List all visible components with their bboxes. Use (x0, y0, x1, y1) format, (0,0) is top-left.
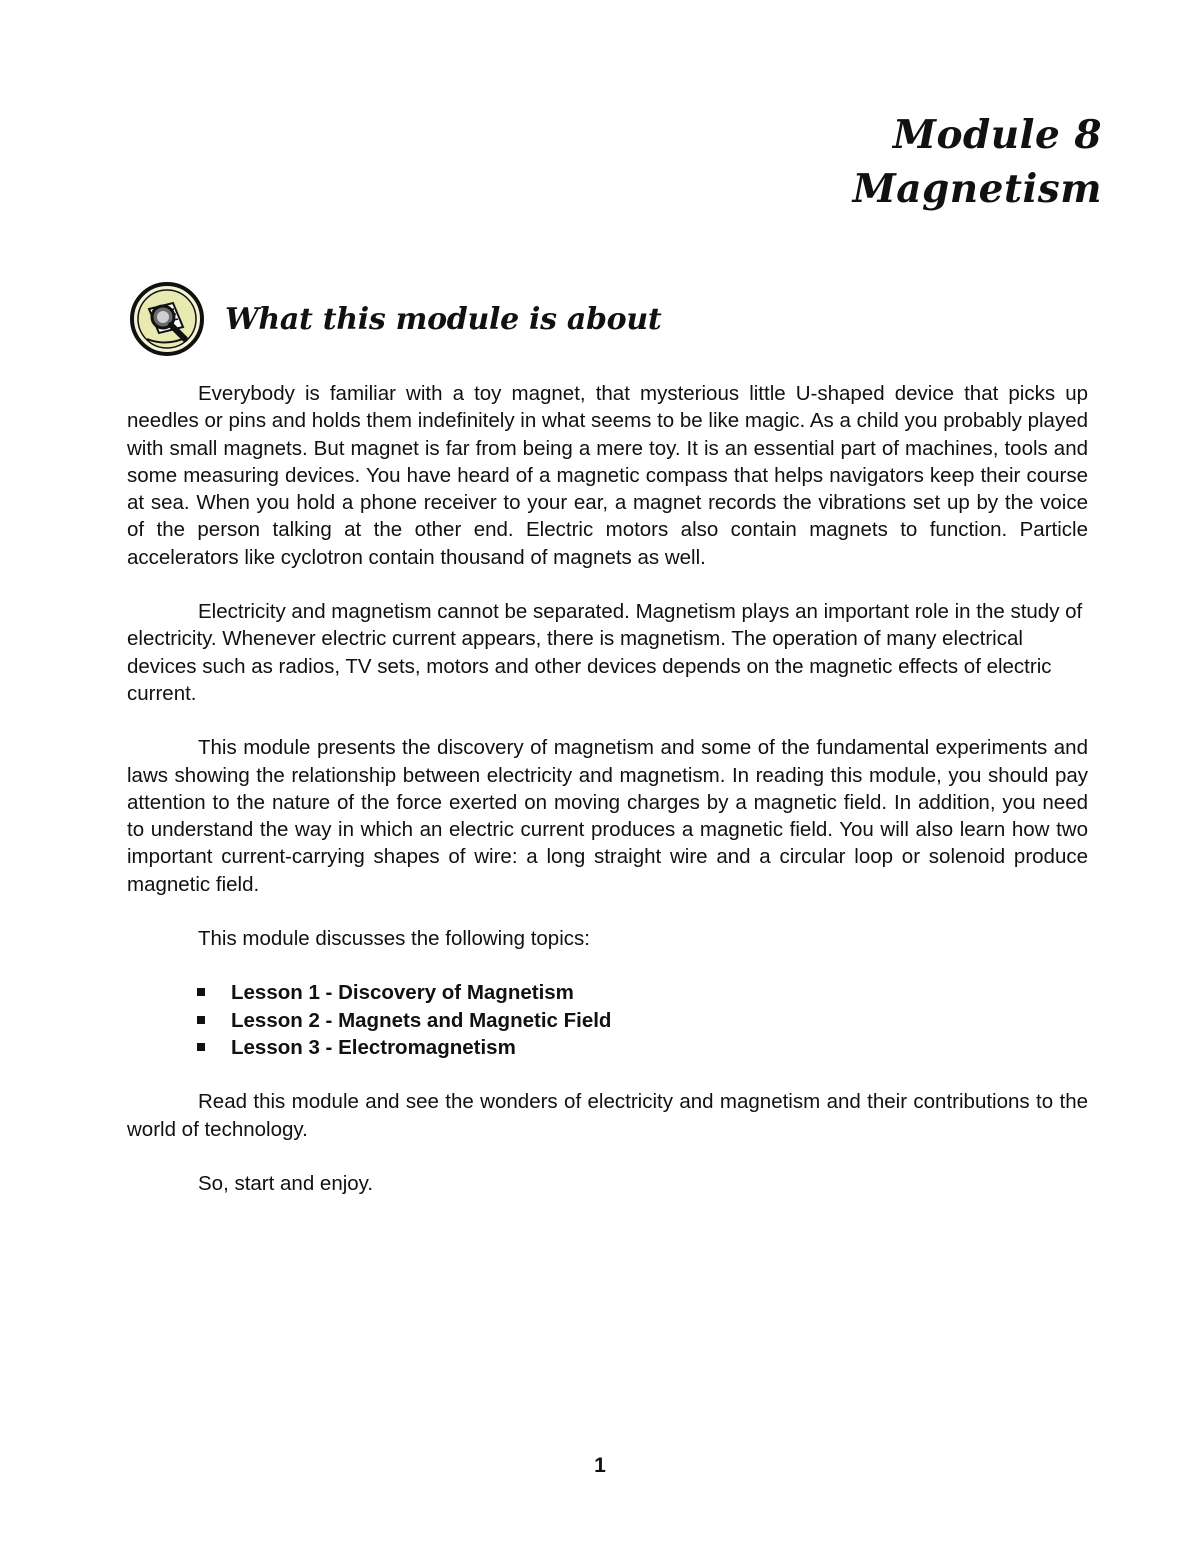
electricity-paragraph: Electricity and magnetism cannot be separated. Magnetism plays an important role in the study of electricity. Whenever electric current appears, there is magnetism. The operation of many electrical devices such as radios, TV sets, motors and other devices depends on the magnetic effects of electric current. (127, 600, 1083, 705)
topic-list (127, 979, 1088, 1061)
bullet-icon (197, 988, 205, 996)
section-header (129, 279, 661, 359)
section-title: What this module is about (225, 301, 662, 337)
intro-paragraph: Everybody is familiar with a toy magnet, that mysterious little U-shaped device that picks up needles or pins and holds them indefinitely in what seems to be like magic. As a child you probably played with small magnets. But magnet is far from being a mere toy. It is an essential part of machines, tools and some measuring devices. You have heard of a magnetic compass that helps navigators keep their course at sea. When you hold a phone receiver to your ear, a magnet records the vibrations set up by the voice of the person talking at the other end. Electric motors also contain magnets to function. Particle accelerators like cyclotron contain thousand of magnets as well. (127, 382, 1088, 569)
module-label: Module 8 (892, 112, 1102, 158)
list-item (231, 1034, 1088, 1061)
closing-paragraph: Read this module and see the wonders of electricity and magnetism and their contributions to the world of technology. (127, 1090, 1088, 1141)
magnifying-glass-over-document-icon (129, 281, 205, 357)
topics-intro-paragraph: This module discusses the following topics: (198, 927, 590, 951)
list-item (231, 1007, 1088, 1034)
topic-label: Lesson 2 - Magnets and Magnetic Field (231, 1008, 612, 1032)
topic-label: Lesson 3 - Electromagnetism (231, 1035, 516, 1059)
list-item (231, 979, 1088, 1006)
bullet-icon (197, 1043, 205, 1051)
sign-off-paragraph: So, start and enjoy. (198, 1171, 374, 1195)
module-title (853, 108, 1102, 216)
bullet-icon (197, 1016, 205, 1024)
module-subject: Magnetism (852, 166, 1102, 212)
topic-label: Lesson 1 - Discovery of Magnetism (231, 981, 574, 1005)
module-overview-paragraph: This module presents the discovery of magnetism and some of the fundamental experiments and laws showing the relationship between electricity and magnetism. In reading this module, you should pay attention to the nature of the force exerted on moving charges by a magnetic field. In addition, you need to understand the way in which an electric current produces a magnetic field. You will also learn how two important current-carrying shapes of wire: a long straight wire and a circular loop or solenoid produce magnetic field. (127, 736, 1088, 896)
module-content (127, 380, 1088, 1224)
page-number: 1 (594, 1454, 606, 1477)
